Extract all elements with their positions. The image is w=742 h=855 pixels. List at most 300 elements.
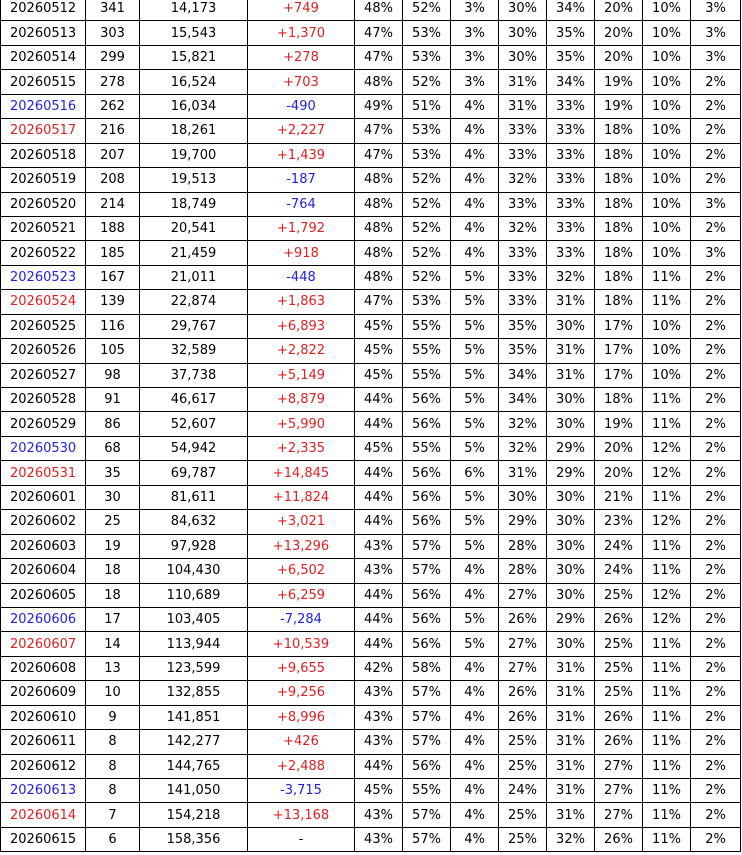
pct-cell-4: 32% — [499, 168, 547, 192]
pct-cell-8: 2% — [691, 681, 741, 705]
total-cell: 32,589 — [140, 339, 248, 363]
pct-cell-1: 45% — [355, 363, 403, 387]
pct-cell-6: 27% — [595, 779, 643, 803]
pct-cell-3: 5% — [451, 534, 499, 558]
change-cell: +6,502 — [248, 559, 355, 583]
table-row — [1, 559, 741, 583]
pct-cell-3: 4% — [451, 94, 499, 118]
table-row — [1, 290, 741, 314]
table-row — [1, 94, 741, 118]
pct-cell-3: 4% — [451, 803, 499, 827]
date-cell: 20260524 — [1, 290, 86, 314]
total-cell: 18,261 — [140, 119, 248, 143]
date-cell: 20260615 — [1, 827, 86, 851]
pct-cell-7: 10% — [643, 70, 691, 94]
pct-cell-3: 4% — [451, 168, 499, 192]
pct-cell-1: 43% — [355, 827, 403, 851]
rank-cell: 105 — [86, 339, 140, 363]
change-cell: +3,021 — [248, 510, 355, 534]
change-cell: +2,227 — [248, 119, 355, 143]
change-cell: +1,370 — [248, 21, 355, 45]
date-cell: 20260602 — [1, 510, 86, 534]
rank-cell: 30 — [86, 485, 140, 509]
table-row — [1, 827, 741, 851]
pct-cell-6: 18% — [595, 119, 643, 143]
change-cell: -3,715 — [248, 779, 355, 803]
pct-cell-1: 48% — [355, 70, 403, 94]
total-cell: 132,855 — [140, 681, 248, 705]
pct-cell-2: 56% — [403, 485, 451, 509]
pct-cell-1: 44% — [355, 485, 403, 509]
pct-cell-7: 11% — [643, 827, 691, 851]
change-cell: -490 — [248, 94, 355, 118]
change-cell: +749 — [248, 0, 355, 21]
table-row — [1, 168, 741, 192]
pct-cell-3: 5% — [451, 632, 499, 656]
table-row — [1, 216, 741, 240]
pct-cell-7: 11% — [643, 730, 691, 754]
pct-cell-1: 44% — [355, 461, 403, 485]
pct-cell-3: 5% — [451, 290, 499, 314]
change-cell: -7,284 — [248, 607, 355, 631]
rank-cell: 167 — [86, 265, 140, 289]
pct-cell-5: 34% — [547, 0, 595, 21]
table-row — [1, 0, 741, 21]
pct-cell-5: 35% — [547, 45, 595, 69]
table-body — [1, 0, 741, 852]
total-cell: 46,617 — [140, 388, 248, 412]
pct-cell-8: 3% — [691, 21, 741, 45]
pct-cell-1: 48% — [355, 241, 403, 265]
rank-cell: 14 — [86, 632, 140, 656]
rank-cell: 17 — [86, 607, 140, 631]
pct-cell-1: 44% — [355, 510, 403, 534]
pct-cell-1: 45% — [355, 436, 403, 460]
pct-cell-3: 3% — [451, 0, 499, 21]
pct-cell-6: 18% — [595, 216, 643, 240]
table-row — [1, 388, 741, 412]
pct-cell-6: 20% — [595, 461, 643, 485]
pct-cell-6: 19% — [595, 412, 643, 436]
pct-cell-3: 5% — [451, 510, 499, 534]
table-row — [1, 632, 741, 656]
pct-cell-6: 25% — [595, 681, 643, 705]
pct-cell-2: 52% — [403, 0, 451, 21]
change-cell: +9,655 — [248, 656, 355, 680]
pct-cell-7: 11% — [643, 559, 691, 583]
change-cell: +278 — [248, 45, 355, 69]
pct-cell-1: 48% — [355, 265, 403, 289]
pct-cell-3: 5% — [451, 363, 499, 387]
pct-cell-2: 53% — [403, 45, 451, 69]
rank-cell: 8 — [86, 730, 140, 754]
date-cell: 20260605 — [1, 583, 86, 607]
pct-cell-1: 43% — [355, 681, 403, 705]
date-cell: 20260603 — [1, 534, 86, 558]
table-row — [1, 143, 741, 167]
pct-cell-8: 2% — [691, 94, 741, 118]
pct-cell-5: 31% — [547, 681, 595, 705]
pct-cell-4: 31% — [499, 70, 547, 94]
pct-cell-2: 58% — [403, 656, 451, 680]
date-cell: 20260525 — [1, 314, 86, 338]
pct-cell-8: 2% — [691, 583, 741, 607]
pct-cell-8: 2% — [691, 705, 741, 729]
pct-cell-8: 2% — [691, 607, 741, 631]
pct-cell-8: 2% — [691, 827, 741, 851]
pct-cell-5: 33% — [547, 192, 595, 216]
pct-cell-4: 26% — [499, 681, 547, 705]
pct-cell-4: 31% — [499, 94, 547, 118]
total-cell: 16,034 — [140, 94, 248, 118]
table-row — [1, 45, 741, 69]
pct-cell-5: 29% — [547, 436, 595, 460]
pct-cell-8: 2% — [691, 216, 741, 240]
date-cell: 20260519 — [1, 168, 86, 192]
pct-cell-3: 4% — [451, 754, 499, 778]
rank-cell: 18 — [86, 583, 140, 607]
rank-cell: 139 — [86, 290, 140, 314]
pct-cell-7: 10% — [643, 363, 691, 387]
table-row — [1, 510, 741, 534]
pct-cell-2: 55% — [403, 314, 451, 338]
rank-cell: 7 — [86, 803, 140, 827]
date-cell: 20260607 — [1, 632, 86, 656]
change-cell: +8,996 — [248, 705, 355, 729]
table-row — [1, 241, 741, 265]
change-cell: +6,259 — [248, 583, 355, 607]
pct-cell-5: 30% — [547, 388, 595, 412]
pct-cell-7: 10% — [643, 45, 691, 69]
change-cell: +703 — [248, 70, 355, 94]
pct-cell-4: 33% — [499, 241, 547, 265]
pct-cell-7: 11% — [643, 754, 691, 778]
rank-cell: 185 — [86, 241, 140, 265]
pct-cell-5: 32% — [547, 265, 595, 289]
pct-cell-6: 26% — [595, 827, 643, 851]
table-row — [1, 363, 741, 387]
pct-cell-8: 2% — [691, 779, 741, 803]
pct-cell-7: 11% — [643, 534, 691, 558]
pct-cell-4: 26% — [499, 607, 547, 631]
pct-cell-2: 55% — [403, 779, 451, 803]
total-cell: 84,632 — [140, 510, 248, 534]
pct-cell-6: 25% — [595, 583, 643, 607]
pct-cell-2: 53% — [403, 290, 451, 314]
pct-cell-1: 47% — [355, 119, 403, 143]
pct-cell-8: 2% — [691, 656, 741, 680]
change-cell: +1,792 — [248, 216, 355, 240]
pct-cell-2: 56% — [403, 632, 451, 656]
pct-cell-8: 2% — [691, 436, 741, 460]
pct-cell-2: 53% — [403, 21, 451, 45]
date-cell: 20260530 — [1, 436, 86, 460]
pct-cell-2: 52% — [403, 265, 451, 289]
date-cell: 20260609 — [1, 681, 86, 705]
total-cell: 142,277 — [140, 730, 248, 754]
pct-cell-2: 55% — [403, 363, 451, 387]
date-cell: 20260612 — [1, 754, 86, 778]
pct-cell-6: 17% — [595, 314, 643, 338]
pct-cell-7: 10% — [643, 21, 691, 45]
pct-cell-4: 30% — [499, 0, 547, 21]
pct-cell-4: 35% — [499, 339, 547, 363]
total-cell: 14,173 — [140, 0, 248, 21]
pct-cell-1: 48% — [355, 168, 403, 192]
date-cell: 20260610 — [1, 705, 86, 729]
pct-cell-1: 47% — [355, 290, 403, 314]
pct-cell-5: 34% — [547, 70, 595, 94]
pct-cell-2: 57% — [403, 681, 451, 705]
pct-cell-7: 11% — [643, 681, 691, 705]
table-row — [1, 681, 741, 705]
pct-cell-1: 47% — [355, 21, 403, 45]
pct-cell-6: 17% — [595, 339, 643, 363]
rank-cell: 6 — [86, 827, 140, 851]
table-row — [1, 119, 741, 143]
pct-cell-6: 25% — [595, 656, 643, 680]
pct-cell-5: 31% — [547, 730, 595, 754]
pct-cell-2: 57% — [403, 827, 451, 851]
pct-cell-6: 26% — [595, 607, 643, 631]
pct-cell-3: 3% — [451, 45, 499, 69]
total-cell: 104,430 — [140, 559, 248, 583]
rank-cell: 188 — [86, 216, 140, 240]
pct-cell-3: 4% — [451, 119, 499, 143]
rank-cell: 25 — [86, 510, 140, 534]
pct-cell-3: 4% — [451, 730, 499, 754]
pct-cell-2: 55% — [403, 339, 451, 363]
pct-cell-1: 43% — [355, 559, 403, 583]
pct-cell-8: 2% — [691, 534, 741, 558]
total-cell: 97,928 — [140, 534, 248, 558]
pct-cell-7: 11% — [643, 290, 691, 314]
table-row — [1, 754, 741, 778]
date-cell: 20260606 — [1, 607, 86, 631]
change-cell: +2,335 — [248, 436, 355, 460]
rank-cell: 116 — [86, 314, 140, 338]
pct-cell-8: 2% — [691, 143, 741, 167]
pct-cell-2: 56% — [403, 412, 451, 436]
date-cell: 20260512 — [1, 0, 86, 21]
table-row — [1, 339, 741, 363]
pct-cell-7: 10% — [643, 94, 691, 118]
pct-cell-8: 3% — [691, 241, 741, 265]
date-cell: 20260531 — [1, 461, 86, 485]
pct-cell-3: 4% — [451, 241, 499, 265]
pct-cell-4: 32% — [499, 436, 547, 460]
pct-cell-1: 44% — [355, 583, 403, 607]
pct-cell-3: 4% — [451, 705, 499, 729]
pct-cell-4: 33% — [499, 290, 547, 314]
pct-cell-4: 34% — [499, 388, 547, 412]
pct-cell-8: 2% — [691, 363, 741, 387]
pct-cell-3: 4% — [451, 143, 499, 167]
pct-cell-6: 17% — [595, 363, 643, 387]
pct-cell-5: 33% — [547, 143, 595, 167]
date-cell: 20260521 — [1, 216, 86, 240]
total-cell: 154,218 — [140, 803, 248, 827]
total-cell: 113,944 — [140, 632, 248, 656]
date-cell: 20260514 — [1, 45, 86, 69]
pct-cell-5: 32% — [547, 827, 595, 851]
pct-cell-8: 3% — [691, 192, 741, 216]
pct-cell-6: 21% — [595, 485, 643, 509]
pct-cell-6: 26% — [595, 730, 643, 754]
date-cell: 20260516 — [1, 94, 86, 118]
pct-cell-6: 18% — [595, 241, 643, 265]
total-cell: 69,787 — [140, 461, 248, 485]
rank-cell: 341 — [86, 0, 140, 21]
date-cell: 20260528 — [1, 388, 86, 412]
total-cell: 15,543 — [140, 21, 248, 45]
pct-cell-5: 31% — [547, 656, 595, 680]
pct-cell-6: 18% — [595, 265, 643, 289]
pct-cell-7: 11% — [643, 412, 691, 436]
table-row — [1, 534, 741, 558]
pct-cell-7: 11% — [643, 656, 691, 680]
change-cell: -187 — [248, 168, 355, 192]
rank-cell: 91 — [86, 388, 140, 412]
pct-cell-4: 32% — [499, 216, 547, 240]
pct-cell-5: 31% — [547, 803, 595, 827]
rank-cell: 18 — [86, 559, 140, 583]
pct-cell-4: 25% — [499, 754, 547, 778]
change-cell: +2,488 — [248, 754, 355, 778]
pct-cell-5: 33% — [547, 94, 595, 118]
pct-cell-2: 57% — [403, 803, 451, 827]
change-cell: +8,879 — [248, 388, 355, 412]
pct-cell-6: 18% — [595, 143, 643, 167]
pct-cell-3: 4% — [451, 559, 499, 583]
pct-cell-1: 44% — [355, 388, 403, 412]
pct-cell-8: 2% — [691, 510, 741, 534]
pct-cell-8: 2% — [691, 730, 741, 754]
pct-cell-6: 27% — [595, 754, 643, 778]
table-row — [1, 583, 741, 607]
pct-cell-4: 29% — [499, 510, 547, 534]
pct-cell-4: 26% — [499, 705, 547, 729]
date-cell: 20260613 — [1, 779, 86, 803]
date-cell: 20260518 — [1, 143, 86, 167]
pct-cell-1: 49% — [355, 94, 403, 118]
date-cell: 20260601 — [1, 485, 86, 509]
pct-cell-2: 52% — [403, 70, 451, 94]
pct-cell-7: 12% — [643, 436, 691, 460]
pct-cell-7: 11% — [643, 388, 691, 412]
pct-cell-7: 11% — [643, 803, 691, 827]
total-cell: 52,607 — [140, 412, 248, 436]
pct-cell-6: 19% — [595, 70, 643, 94]
pct-cell-1: 47% — [355, 143, 403, 167]
rank-cell: 8 — [86, 754, 140, 778]
total-cell: 29,767 — [140, 314, 248, 338]
pct-cell-1: 43% — [355, 730, 403, 754]
pct-cell-2: 56% — [403, 607, 451, 631]
pct-cell-3: 3% — [451, 21, 499, 45]
pct-cell-7: 10% — [643, 314, 691, 338]
pct-cell-2: 57% — [403, 559, 451, 583]
pct-cell-4: 27% — [499, 632, 547, 656]
pct-cell-3: 5% — [451, 388, 499, 412]
pct-cell-4: 31% — [499, 461, 547, 485]
pct-cell-5: 30% — [547, 314, 595, 338]
pct-cell-8: 3% — [691, 0, 741, 21]
pct-cell-7: 12% — [643, 607, 691, 631]
total-cell: 144,765 — [140, 754, 248, 778]
pct-cell-6: 27% — [595, 803, 643, 827]
pct-cell-5: 30% — [547, 485, 595, 509]
change-cell: +1,863 — [248, 290, 355, 314]
total-cell: 110,689 — [140, 583, 248, 607]
pct-cell-1: 48% — [355, 216, 403, 240]
pct-cell-4: 33% — [499, 143, 547, 167]
pct-cell-7: 10% — [643, 0, 691, 21]
change-cell: +9,256 — [248, 681, 355, 705]
pct-cell-3: 4% — [451, 656, 499, 680]
pct-cell-5: 29% — [547, 461, 595, 485]
pct-cell-5: 30% — [547, 583, 595, 607]
rank-cell: 10 — [86, 681, 140, 705]
pct-cell-5: 31% — [547, 754, 595, 778]
table-row — [1, 705, 741, 729]
pct-cell-8: 2% — [691, 412, 741, 436]
date-cell: 20260529 — [1, 412, 86, 436]
date-cell: 20260515 — [1, 70, 86, 94]
change-cell: +6,893 — [248, 314, 355, 338]
rank-cell: 262 — [86, 94, 140, 118]
total-cell: 19,513 — [140, 168, 248, 192]
table-row — [1, 461, 741, 485]
pct-cell-5: 31% — [547, 779, 595, 803]
pct-cell-4: 32% — [499, 412, 547, 436]
pct-cell-8: 2% — [691, 168, 741, 192]
pct-cell-5: 33% — [547, 216, 595, 240]
pct-cell-2: 52% — [403, 216, 451, 240]
table-row — [1, 21, 741, 45]
pct-cell-7: 10% — [643, 143, 691, 167]
table-row — [1, 779, 741, 803]
pct-cell-4: 28% — [499, 559, 547, 583]
pct-cell-8: 2% — [691, 461, 741, 485]
table-row — [1, 730, 741, 754]
pct-cell-1: 44% — [355, 754, 403, 778]
pct-cell-1: 45% — [355, 339, 403, 363]
pct-cell-1: 44% — [355, 632, 403, 656]
total-cell: 37,738 — [140, 363, 248, 387]
rank-cell: 207 — [86, 143, 140, 167]
pct-cell-5: 33% — [547, 168, 595, 192]
total-cell: 15,821 — [140, 45, 248, 69]
rank-cell: 19 — [86, 534, 140, 558]
date-cell: 20260614 — [1, 803, 86, 827]
pct-cell-5: 30% — [547, 559, 595, 583]
change-cell: +5,149 — [248, 363, 355, 387]
pct-cell-7: 10% — [643, 216, 691, 240]
pct-cell-3: 5% — [451, 314, 499, 338]
pct-cell-1: 44% — [355, 607, 403, 631]
pct-cell-2: 53% — [403, 119, 451, 143]
rank-cell: 216 — [86, 119, 140, 143]
total-cell: 103,405 — [140, 607, 248, 631]
pct-cell-8: 2% — [691, 632, 741, 656]
pct-cell-1: 48% — [355, 192, 403, 216]
pct-cell-8: 2% — [691, 559, 741, 583]
change-cell: - — [248, 827, 355, 851]
pct-cell-4: 30% — [499, 485, 547, 509]
pct-cell-2: 56% — [403, 754, 451, 778]
rank-cell: 299 — [86, 45, 140, 69]
